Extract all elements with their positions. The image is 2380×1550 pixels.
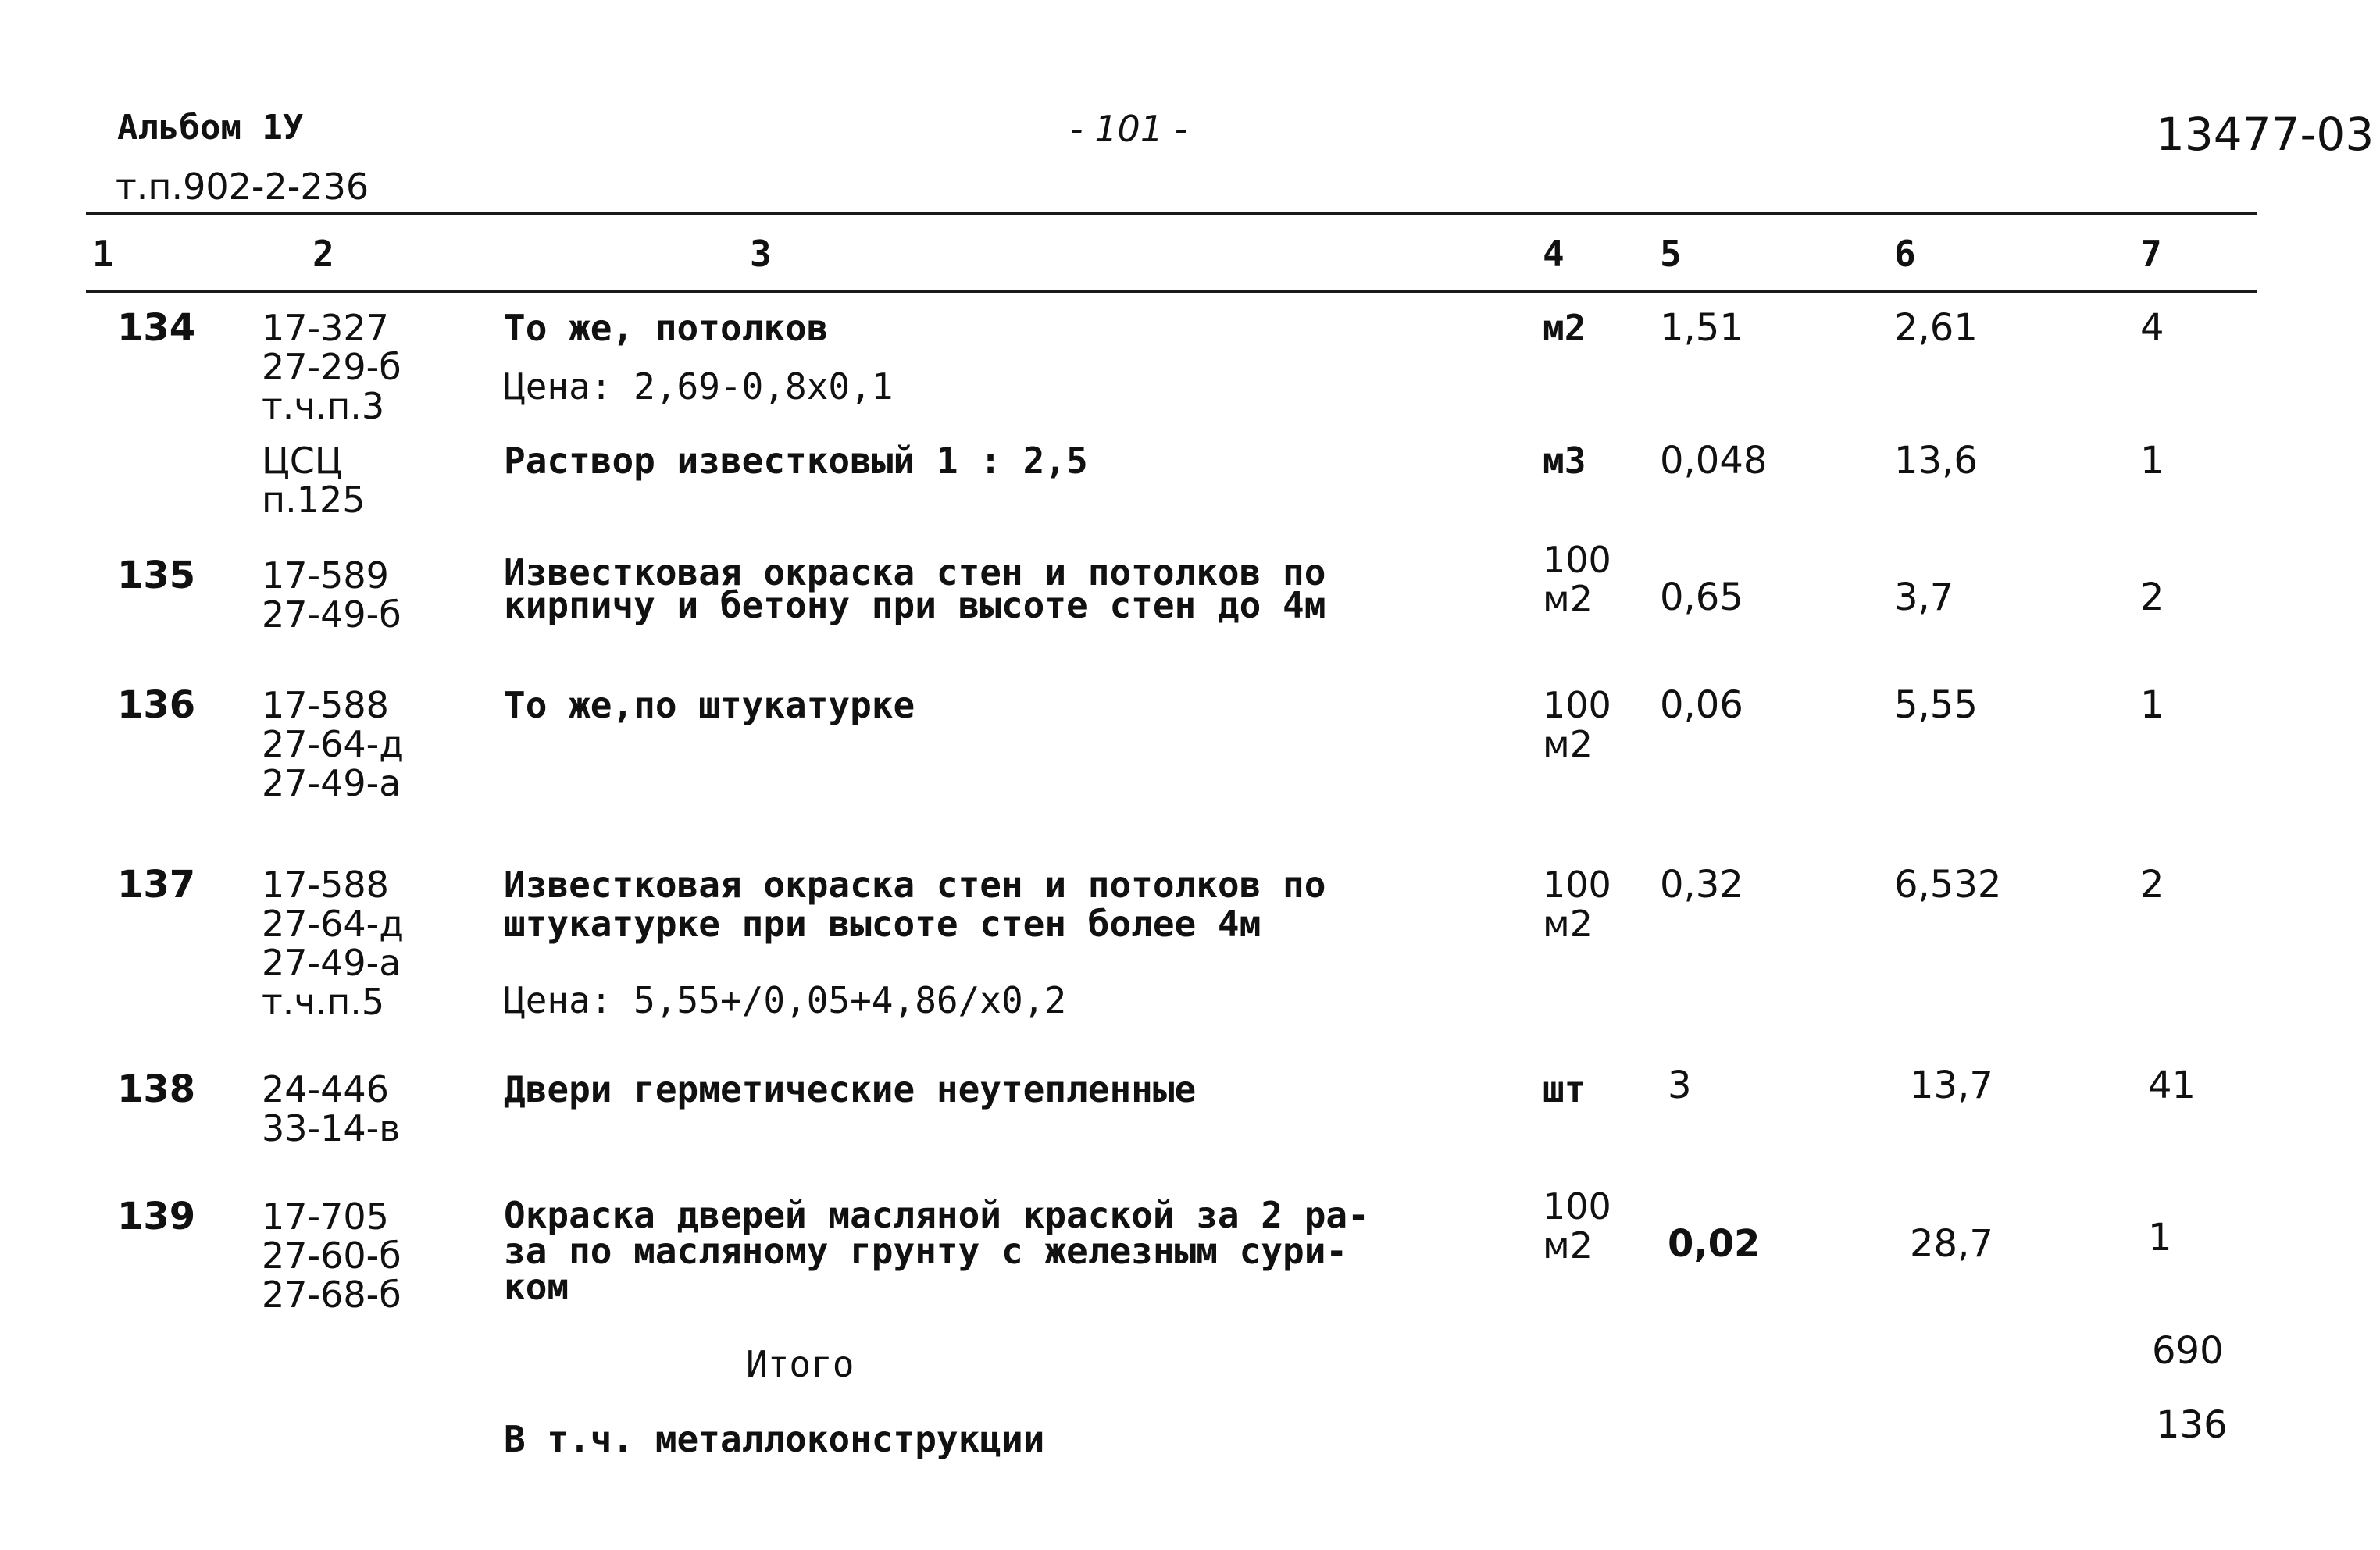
- row-135-code: 17-589 27-49-б: [262, 554, 401, 636]
- column-header-1: 1: [92, 233, 114, 275]
- album-label: Альбом 1У: [117, 108, 304, 148]
- row-135-quantity: 0,65: [1660, 575, 1743, 619]
- row-137-total: 2: [2140, 863, 2164, 907]
- row-134-unit: м2: [1543, 307, 1586, 349]
- document-code: 13477-03: [2156, 108, 2375, 161]
- column-header-6: 6: [1894, 233, 1916, 275]
- row-134-number: 134: [117, 306, 196, 350]
- row-138-description: Двери герметические неутепленные: [504, 1068, 1197, 1110]
- column-header-2: 2: [312, 233, 334, 275]
- column-header-7: 7: [2140, 233, 2162, 275]
- row-134-code: 17-327 27-29-б т.ч.п.3: [262, 307, 401, 427]
- metal-label: В т.ч. металлоконструкции: [504, 1418, 1045, 1460]
- project-number: т.п.902-2-236: [116, 166, 369, 208]
- row-139-description: Окраска дверей масляной краской за 2 ра- за по масляному грунту с железным сури- ком: [504, 1194, 1369, 1308]
- row-134-description: То же, потолков: [504, 307, 829, 349]
- row-134-price-note: Цена: 2,69-0,8х0,1: [504, 365, 894, 408]
- row-139-number: 139: [117, 1195, 196, 1238]
- row-134-price: 2,61: [1894, 306, 1978, 350]
- row-139-unit: 100 м2: [1543, 1185, 1611, 1267]
- row-138-unit: шт: [1543, 1068, 1586, 1110]
- row-139-quantity: 0,02: [1668, 1222, 1761, 1266]
- row-135-total: 2: [2140, 575, 2164, 619]
- row-137-quantity: 0,32: [1660, 863, 1743, 907]
- row-134-total: 4: [2140, 306, 2164, 350]
- row-csc-code: ЦСЦ п.125: [262, 440, 366, 521]
- metal-value: 136: [2156, 1403, 2228, 1447]
- row-135-number: 135: [117, 554, 196, 597]
- row-137-price: 6,532: [1894, 863, 2002, 907]
- row-136-description: То же,по штукатурке: [504, 684, 915, 726]
- column-header-5: 5: [1660, 233, 1682, 275]
- row-136-unit: 100 м2: [1543, 684, 1611, 765]
- row-137-number: 137: [117, 863, 196, 907]
- column-header-3: 3: [750, 233, 772, 275]
- itogo-value: 690: [2152, 1329, 2224, 1373]
- row-csc-description: Раствор известковый 1 : 2,5: [504, 440, 1088, 482]
- row-136-code: 17-588 27-64-д 27-49-а: [262, 684, 405, 804]
- row-csc-total: 1: [2140, 439, 2164, 483]
- row-135-unit: 100 м2: [1543, 539, 1611, 620]
- row-136-number: 136: [117, 683, 196, 727]
- row-138-number: 138: [117, 1067, 196, 1111]
- row-135-description: Известковая окраска стен и потолков по кирпичу и бетону при высоте стен до 4м: [504, 551, 1326, 626]
- row-137-code: 17-588 27-64-д 27-49-а т.ч.п.5: [262, 864, 405, 1023]
- row-csc-unit: м3: [1543, 440, 1586, 482]
- row-138-code: 24-446 33-14-в: [262, 1068, 401, 1149]
- row-137-description: Известковая окраска стен и потолков по штукатурке при высоте стен более 4м: [504, 864, 1326, 945]
- row-138-total: 41: [2148, 1064, 2196, 1107]
- itogo-label: Итого: [746, 1343, 855, 1385]
- page-number: - 101 -: [1070, 108, 1188, 150]
- row-136-price: 5,55: [1894, 683, 1978, 727]
- row-csc-quantity: 0,048: [1660, 439, 1768, 483]
- row-139-total: 1: [2148, 1216, 2172, 1260]
- row-138-quantity: 3: [1668, 1064, 1692, 1107]
- row-134-quantity: 1,51: [1660, 306, 1743, 350]
- row-138-price: 13,7: [1910, 1064, 1993, 1107]
- header-top-rule: [86, 212, 2257, 215]
- column-header-4: 4: [1543, 233, 1565, 275]
- row-139-code: 17-705 27-60-б 27-68-б: [262, 1195, 401, 1316]
- row-135-price: 3,7: [1894, 575, 1954, 619]
- row-137-price-note: Цена: 5,55+/0,05+4,86/х0,2: [504, 979, 1067, 1021]
- row-csc-price: 13,6: [1894, 439, 1978, 483]
- row-139-price: 28,7: [1910, 1222, 1993, 1266]
- row-137-unit: 100 м2: [1543, 864, 1611, 945]
- row-136-quantity: 0,06: [1660, 683, 1743, 727]
- header-bottom-rule: [86, 290, 2257, 293]
- row-136-total: 1: [2140, 683, 2164, 727]
